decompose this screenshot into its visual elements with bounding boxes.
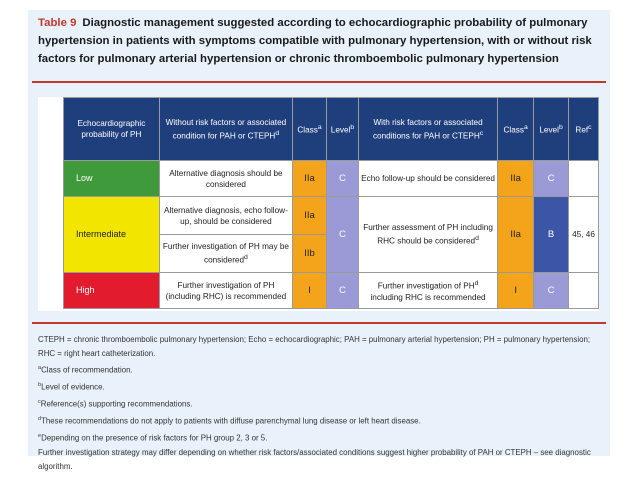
header-ref: Ref$^c$ (569, 98, 599, 161)
header-level: Level$^b$ (327, 98, 359, 161)
intermediate-with-level: B (534, 197, 569, 273)
header-class: Class$^a$ (293, 98, 327, 161)
footnote-a: $^a$Class of recommendation. (38, 365, 133, 376)
footnotes (38, 333, 604, 474)
high-without-class: I (293, 273, 327, 309)
table-number: Table 9 (38, 17, 77, 29)
high-without-level: C (327, 273, 359, 309)
low-with-class: IIa (498, 161, 534, 197)
title-divider (32, 81, 606, 83)
intermediate-with-text: Further assessment of PH including RHC should be considered$^d$ (358, 197, 497, 273)
low-with-text: Echo follow-up should be considered (358, 161, 497, 197)
header-probability: Echocardiographic probability of PH (64, 98, 160, 161)
table-container (38, 97, 599, 311)
table-row-intermediate (64, 197, 599, 235)
high-with-level: C (534, 273, 569, 309)
intermediate-without-level: C (327, 197, 359, 273)
probability-intermediate: Intermediate (64, 197, 160, 273)
recommendation-table (63, 97, 599, 309)
table-caption: Diagnostic management suggested according to echocardiographic probability of pulmonary hypertension in patients with symptoms compatible with pulmonary hypertension, with or without risk factors for pulmonary arterial hypertension or chronic thromboembolic pulmonary hypertension (38, 17, 592, 65)
low-without-class: IIa (293, 161, 327, 197)
header-with-risk: With risk factors or associated conditions for PAH or CTEPH$^c$ (358, 98, 497, 161)
high-without-text: Further investigation of PH (including RHC) is recommended (159, 273, 292, 309)
footnote-b: $^b$Level of evidence. (38, 382, 105, 392)
header-level-2: Level$^b$ (534, 98, 569, 161)
high-ref (569, 273, 599, 309)
header-class-2: Class$^a$ (498, 98, 534, 161)
low-ref (569, 161, 599, 197)
table-title (38, 14, 604, 68)
table-row-low (64, 161, 599, 197)
low-without-text: Alternative diagnosis should be considered (159, 161, 292, 197)
intermediate-with-class: IIa (498, 197, 534, 273)
footnote-c: $^c$Reference(s) supporting recommendations. (38, 399, 193, 409)
intermediate-ref: 45, 46 (569, 197, 599, 273)
intermediate-without-class-1: IIa (293, 197, 327, 235)
footnote-divider (32, 322, 606, 324)
intermediate-without-class-2: IIb (293, 235, 327, 273)
header-row (64, 98, 599, 161)
high-with-class: I (498, 273, 534, 309)
footnote-e: $^e$Depending on the presence of risk factors for PH group 2, 3 or 5. (38, 432, 268, 443)
probability-low: Low (64, 161, 160, 197)
footnote-d: $^d$These recommendations do not apply to patients with diffuse parenchymal lung disease or left heart disease. (38, 415, 421, 426)
header-without-risk: Without risk factors or associated condition for PAH or CTEPH$^d$ (159, 98, 292, 161)
high-with-text: Further investigation of $PH^d$ including RHC is recommended (358, 273, 497, 309)
probability-high: High (64, 273, 160, 309)
footnote-strategy: Further investigation strategy may differ depending on whether risk factors/associated conditions suggest higher probability of PAH or CTEPH – see diagnostic algorithm. (38, 447, 591, 471)
table-row-high (64, 273, 599, 309)
intermediate-without-text-1: Alternative diagnosis, echo follow-up, should be considered (159, 197, 292, 235)
intermediate-without-text-2: Further investigation of PH may be considered$^d$ (159, 235, 292, 273)
low-with-level: C (534, 161, 569, 197)
footnote-abbreviations: CTEPH = chronic thromboembolic pulmonary hypertension; Echo = echocardiographic; PAH = pulmonary arterial hypertension; PH = pulmonary hypertension; RHC = right heart catheterization. (38, 335, 591, 359)
low-without-level: C (327, 161, 359, 197)
